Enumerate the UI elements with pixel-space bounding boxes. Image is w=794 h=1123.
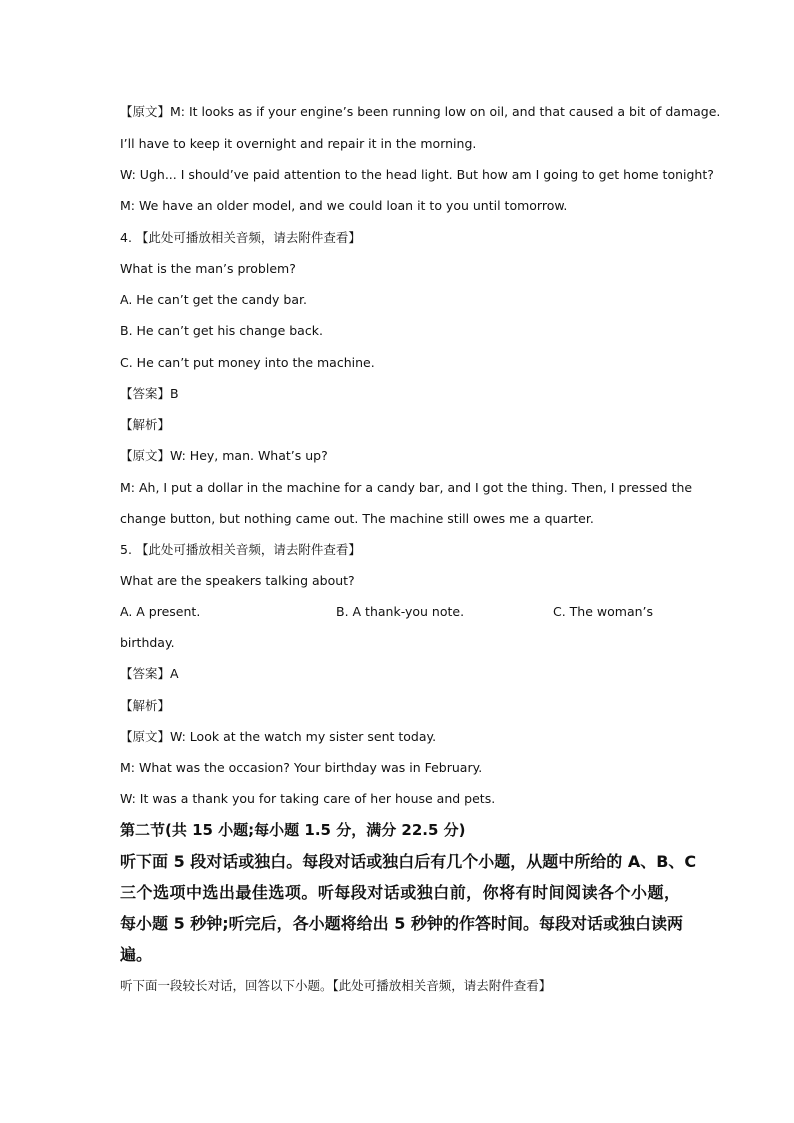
q4-option-c: C. He can’t put money into the machine.	[120, 355, 375, 370]
section2-lead-in: 听下面一段较长对话，回答以下小题。【此处可播放相关音频，请去附件查看】	[120, 978, 552, 993]
section2-instruction-line-2: 三个选项中选出最佳选项。听每段对话或独白前，你将有时间阅读各个小题，	[120, 883, 680, 902]
q4-option-a: A. He can’t get the candy bar.	[120, 292, 307, 307]
q4-question: What is the man’s problem?	[120, 261, 296, 276]
section2-title: 第二节(共 15 小题;每小题 1.5 分，满分 22.5 分)	[120, 821, 466, 839]
q3-transcript-line-3: W: Ugh... I should’ve paid attention to the head light. But how am I going to get home tonight?	[120, 167, 714, 182]
q3-transcript-line-1: 【原文】M: It looks as if your engine’s been running low on oil, and that caused a bit of damage.	[120, 104, 721, 119]
q5-transcript-line-1: 【原文】W: Look at the watch my sister sent today.	[120, 729, 437, 744]
q5-transcript-line-2: M: What was the occasion? Your birthday was in February.	[120, 760, 483, 775]
q4-analysis: 【解析】	[120, 417, 171, 432]
section2-instruction-line-1: 听下面 5 段对话或独白。每段对话或独白后有几个小题，从题中所给的 A、B、C	[120, 852, 697, 871]
q4-header: 4. 【此处可播放相关音频，请去附件查看】	[120, 230, 361, 245]
section2-instruction-line-3: 每小题 5 秒钟;听完后，各小题将给出 5 秒钟的作答时间。每段对话或独白读两	[120, 914, 683, 933]
q3-transcript-line-4: M: We have an older model, and we could loan it to you until tomorrow.	[120, 198, 568, 213]
q5-answer: 【答案】A	[120, 666, 179, 681]
q5-option-a: A. A present.	[120, 604, 201, 619]
q4-option-b: B. He can’t get his change back.	[120, 323, 323, 338]
q4-transcript-line-2: M: Ah, I put a dollar in the machine for a candy bar, and I got the thing. Then, I pressed the	[120, 480, 693, 495]
q5-analysis: 【解析】	[120, 698, 171, 713]
q5-option-c: C. The woman’s	[553, 604, 654, 619]
section2-instruction-line-4: 遍。	[120, 945, 153, 964]
q5-option-c-continued: birthday.	[120, 635, 175, 650]
q3-transcript-line-2: I’ll have to keep it overnight and repair it in the morning.	[120, 136, 477, 151]
q5-header: 5. 【此处可播放相关音频，请去附件查看】	[120, 542, 361, 557]
q5-question: What are the speakers talking about?	[120, 573, 355, 588]
q4-answer: 【答案】B	[120, 386, 179, 401]
q5-option-b: B. A thank-you note.	[336, 604, 465, 619]
q5-transcript-line-3: W: It was a thank you for taking care of her house and pets.	[120, 791, 496, 806]
q4-transcript-line-3: change button, but nothing came out. The machine still owes me a quarter.	[120, 511, 594, 526]
q4-transcript-line-1: 【原文】W: Hey, man. What’s up?	[120, 448, 328, 463]
